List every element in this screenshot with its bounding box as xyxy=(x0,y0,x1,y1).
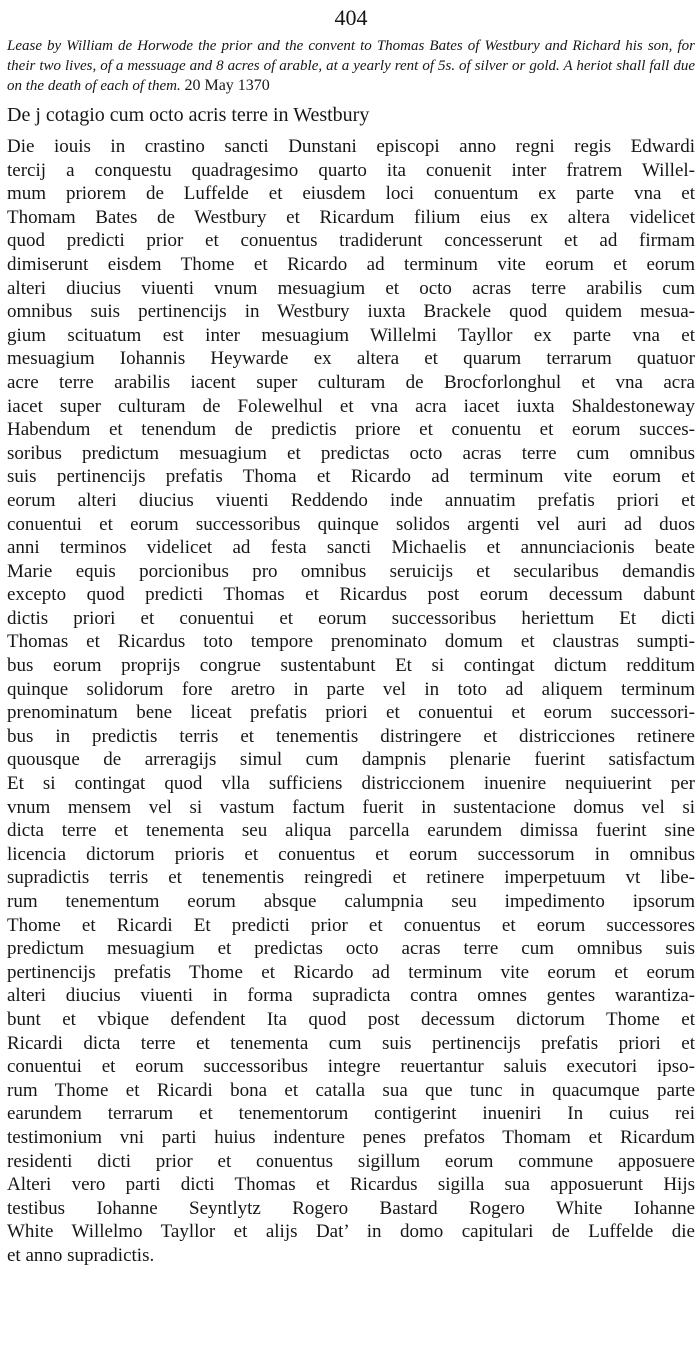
text-line: mesuagium Iohannis Heywarde ex altera et quarum terrarum quatuor xyxy=(7,348,695,370)
text-line: Ricardi dicta terre et tenementa cum suis pertinencijs prefatis priori et xyxy=(7,1032,695,1054)
charter-text xyxy=(7,135,695,1268)
text-line: bus in predictis terris et tenementis distringere et districciones retinere xyxy=(7,725,695,747)
text-line: Habendum et tenendum de predictis priore et conuentu et eorum succes- xyxy=(7,419,695,441)
text-line: rum Thome et Ricardi bona et catalla sua que tunc in quacumque parte xyxy=(7,1079,695,1101)
text-line: residenti dicti prior et conuentus sigillum eorum commune apposuere xyxy=(7,1150,695,1172)
document-heading xyxy=(7,36,695,96)
text-line: licencia dictorum prioris et conuentus et eorum successorum in omnibus xyxy=(7,843,695,865)
text-line: bus eorum proprijs congrue sustentabunt Et si contingat dictum redditum xyxy=(7,655,695,677)
document-subtitle: De j cotagio cum octo acris terre in Westbury xyxy=(7,104,370,126)
text-line: White Willelmo Tayllor et alijs Dat’ in domo capitulari de Luffelde die xyxy=(7,1221,695,1243)
text-line: testimonium vni parti huius indenture penes prefatos Thomam et Ricardum xyxy=(7,1126,695,1148)
text-line: supradictis terris et tenementis reingredi et retinere imperpetuum vt libe- xyxy=(7,867,695,889)
text-line: Thomas et Ricardus toto tempore prenominato domum et claustras sumpti- xyxy=(7,631,695,653)
text-line: testibus Iohanne Seyntlytz Rogero Bastard Rogero White Iohanne xyxy=(7,1197,695,1219)
text-line: predictum mesuagium et predictas octo acras terre cum omnibus suis xyxy=(7,938,695,960)
text-line: anni terminos videlicet ad festa sancti Michaelis et annunciacionis beate xyxy=(7,537,695,559)
text-line: Die iouis in crastino sancti Dunstani episcopi anno regni regis Edwardi xyxy=(7,136,695,157)
text-line: et anno supradictis. xyxy=(7,1244,155,1266)
text-line: quousque de arreragijs simul cum dampnis plenarie fuerint satisfactum xyxy=(7,749,695,771)
text-line: Marie equis porcionibus pro omnibus seruicijs et secularibus demandis xyxy=(7,560,695,582)
text-line: dimiserunt eisdem Thome et Ricardo ad terminum vite eorum et eorum xyxy=(7,253,695,275)
text-line: mum priorem de Luffelde et eiusdem loci conuentum ex parte vna et xyxy=(7,183,695,205)
text-line: earundem terrarum et tenementorum contigerint inueniri In cuius rei xyxy=(7,1103,695,1125)
text-line: Et si contingat quod vlla sufficiens districcionem inuenire nequiuerint per xyxy=(7,773,695,795)
text-line: vnum mensem vel si vastum factum fuerit in sustentacione domus vel si xyxy=(7,796,695,818)
text-line: omnibus suis pertinencijs in Westbury iuxta Brackele quod quidem mesua- xyxy=(7,301,695,323)
text-line: quod predicti prior et conuentus tradiderunt concesserunt et ad firmam xyxy=(7,230,695,252)
text-line: alteri diucius viuenti in forma supradicta contra omnes gentes warantiza- xyxy=(7,985,695,1007)
text-line: rum tenementum eorum absque calumpnia seu impedimento ipsorum xyxy=(7,891,695,912)
text-line: conuentui et eorum successoribus integre reuertantur saluis executori ipso- xyxy=(7,1056,695,1078)
text-line: dictis priori et conuentui et eorum successoribus heriettum Et dicti xyxy=(7,607,695,629)
heading-text: Lease by William de Horwode the prior and the convent to Thomas Bates of Westbury and Richard his son, for their two lives, of a messuage and 8 acres of arable, at a yearly rent of 5s. of silver or gold. A heriot shall fall due on the death of each of them. xyxy=(7,38,695,94)
text-line: gium scituatum est inter mesuagium Willelmi Tayllor ex parte vna et xyxy=(7,324,695,346)
text-line: tercij a conquestu quadragesimo quarto ita conuenit inter fratrem Willel- xyxy=(7,159,695,181)
text-line: alteri diucius viuenti vnum mesuagium et octo acras terre arabilis cum xyxy=(7,277,695,299)
text-line: eorum alteri diucius viuenti Reddendo inde annuatim prefatis priori et xyxy=(7,489,695,511)
text-line: suis pertinencijs prefatis Thoma et Ricardo ad terminum vite eorum et xyxy=(7,466,695,488)
text-line: iacet super culturam de Folewelhul et vna acra iacet iuxta Shaldestoneway xyxy=(7,395,695,417)
text-line: dicta terre et tenementa seu aliqua parcella earundem dimissa fuerint sine xyxy=(7,820,695,842)
text-line: prenominatum bene liceat prefatis priori et conuentui et eorum successori- xyxy=(7,702,695,724)
text-line: Thomam Bates de Westbury et Ricardum filium eius ex altera videlicet xyxy=(7,206,695,228)
text-line: excepto quod predicti Thomas et Ricardus post eorum decessum dabunt xyxy=(7,584,695,606)
text-line: soribus predictum mesuagium et predictas octo acras terre cum omnibus xyxy=(7,442,695,464)
text-line: pertinencijs prefatis Thome et Ricardo ad terminum vite eorum et eorum xyxy=(7,961,695,983)
page-number: 404 xyxy=(334,5,368,30)
text-line: Alteri vero parti dicti Thomas et Ricardus sigilla sua apposuerunt Hijs xyxy=(7,1174,695,1196)
text-line: conuentui et eorum successoribus quinque solidos argenti vel auri ad duos xyxy=(7,513,695,535)
text-line: acre terre arabilis iacent super culturam de Brocforlonghul et vna acra xyxy=(7,371,695,393)
heading-date: 20 May 1370 xyxy=(184,77,270,94)
text-line: Thome et Ricardi Et predicti prior et conuentus et eorum successores xyxy=(7,914,695,936)
text-line: quinque solidorum fore aretro in parte vel in toto ad aliquem terminum xyxy=(7,678,695,700)
text-line: bunt et vbique defendent Ita quod post decessum dictorum Thome et xyxy=(7,1008,695,1030)
